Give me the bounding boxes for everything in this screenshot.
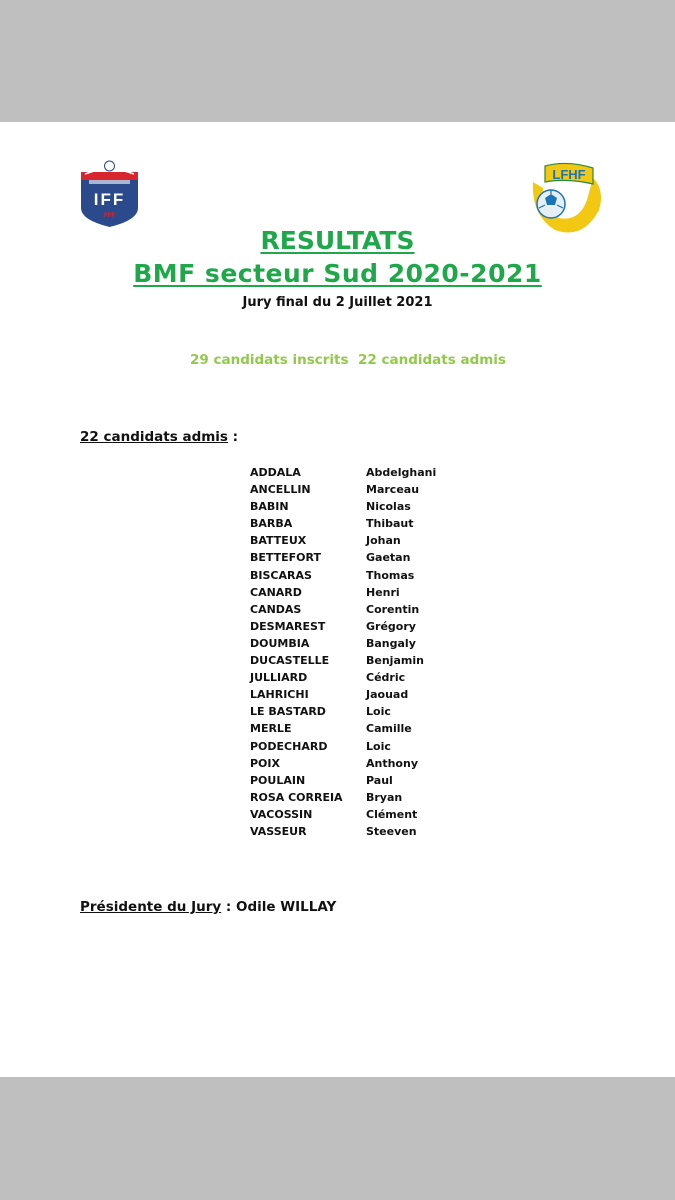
president-name: : Odile WILLAY [221,899,337,915]
candidate-last-name: BETTEFORT [250,551,322,565]
admitted-list-heading [80,429,238,445]
candidate-first-name: Corentin [366,602,420,616]
list-item [250,755,436,772]
admitted-candidates-list [250,464,436,840]
list-item [250,584,436,601]
candidate-first-name: Thibaut [366,517,414,531]
candidate-last-name: CANARD [250,585,302,599]
candidate-first-name: Clément [366,807,418,821]
list-item [250,481,436,498]
candidate-first-name: Anthony [366,756,418,770]
candidate-last-name: VASSEUR [250,824,307,838]
list-item [250,549,436,566]
list-item [250,823,436,840]
candidate-first-name: Johan [366,534,401,548]
list-item [250,806,436,823]
jury-president [80,899,336,915]
candidate-first-name: Nicolas [366,500,411,514]
candidate-last-name: DOUMBIA [250,636,310,650]
candidate-last-name: BISCARAS [250,568,312,582]
admitted-count: 22 candidats admis [358,352,506,368]
svg-text:LFHF: LFHF [552,167,586,182]
list-item [250,703,436,720]
list-item [250,772,436,789]
candidate-last-name: DESMAREST [250,619,326,633]
candidate-last-name: ROSA CORREIA [250,790,343,804]
candidate-first-name: Henri [366,585,400,599]
candidate-first-name: Benjamin [366,654,424,668]
candidate-last-name: PODECHARD [250,739,328,753]
candidate-last-name: LAHRICHI [250,688,309,702]
list-item [250,464,436,481]
candidate-last-name: BABIN [250,500,289,514]
candidate-first-name: Jaouad [366,688,409,702]
jury-date: Jury final du 2 Juillet 2021 [242,295,433,310]
candidate-first-name: Bryan [366,790,403,804]
list-item [250,515,436,532]
candidate-first-name: Grégory [366,619,416,633]
list-item [250,720,436,737]
candidate-first-name: Gaetan [366,551,411,565]
list-item [250,652,436,669]
candidate-first-name: Steeven [366,824,417,838]
candidate-last-name: DUCASTELLE [250,654,330,668]
candidate-last-name: POULAIN [250,773,306,787]
candidate-first-name: Camille [366,722,412,736]
candidate-last-name: ADDALA [250,466,301,479]
candidate-last-name: ANCELLIN [250,483,311,497]
candidate-last-name: JULLIARD [250,671,308,685]
candidate-last-name: VACOSSIN [250,807,313,821]
candidate-first-name: Thomas [366,568,415,582]
candidate-first-name: Abdelghani [366,466,437,479]
candidate-last-name: BATTEUX [250,534,307,548]
list-item [250,789,436,806]
candidate-last-name: BARBA [250,517,293,531]
page-subtitle: BMF secteur Sud 2020-2021 [133,259,542,288]
list-item [250,635,436,652]
list-item [250,498,436,515]
svg-text:IFF: IFF [93,190,126,209]
candidate-first-name: Loic [366,705,391,719]
list-item [250,567,436,584]
iff-shield-logo [79,160,140,228]
document-page [0,122,675,1077]
list-item [250,669,436,686]
candidate-first-name: Loic [366,739,391,753]
registered-count: 29 candidats inscrits [190,352,349,368]
candidate-first-name: Marceau [366,483,420,497]
list-item [250,618,436,635]
svg-text:FFF: FFF [104,213,115,219]
lfhf-ball-logo [527,160,605,236]
candidate-last-name: POIX [250,756,280,770]
heading-colon: : [227,429,239,445]
list-item [250,601,436,618]
list-item [250,532,436,549]
page-title: RESULTATS [260,226,415,255]
candidate-last-name: MERLE [250,722,292,736]
list-item [250,686,436,703]
candidate-first-name: Paul [366,773,393,787]
admitted-list-heading-text: 22 candidats admis [80,429,228,445]
candidate-first-name: Cédric [366,671,406,685]
candidate-last-name: LE BASTARD [250,705,326,719]
candidate-first-name: Bangaly [366,636,416,650]
list-item [250,738,436,755]
president-label: Présidente du Jury [80,899,222,915]
candidate-last-name: CANDAS [250,602,302,616]
